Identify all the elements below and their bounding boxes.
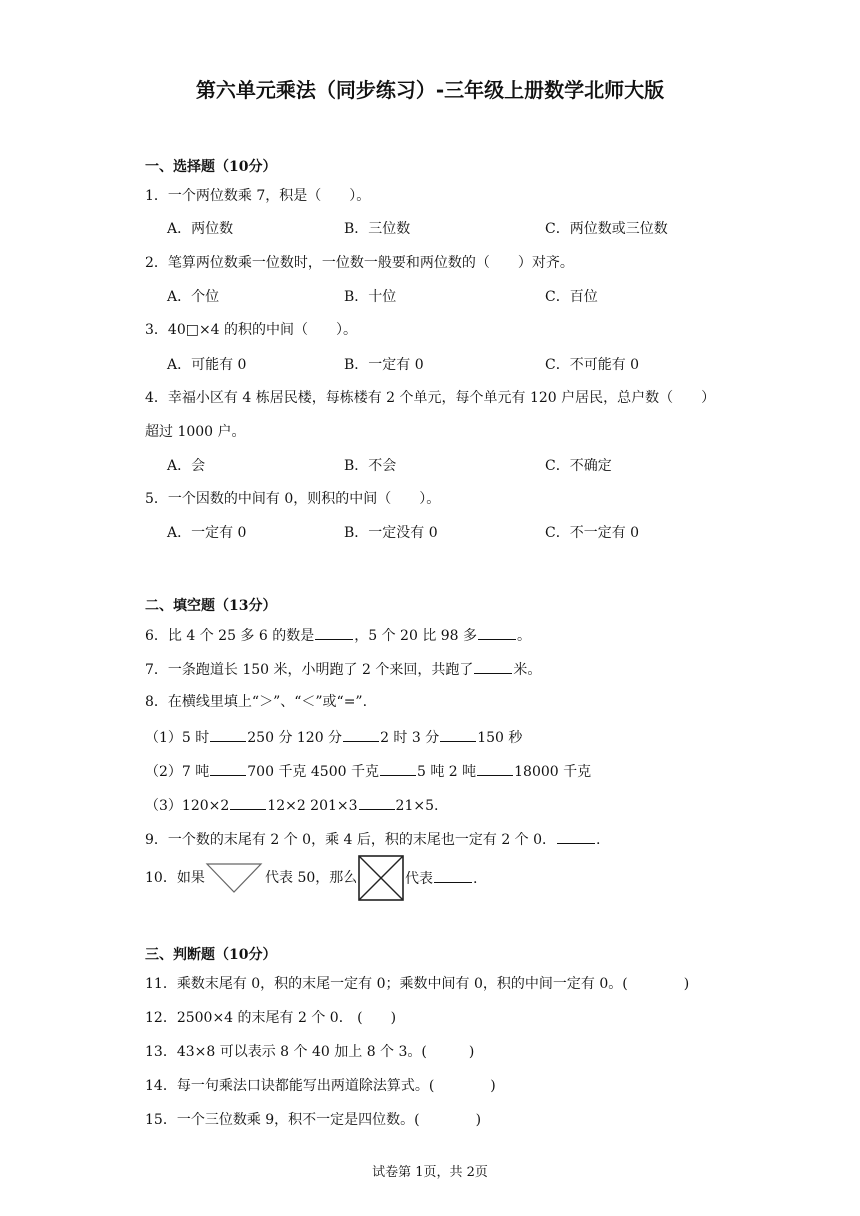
answer-blank[interactable] [434,869,472,883]
answer-blank[interactable] [230,796,266,810]
answer-blank[interactable] [557,830,595,844]
question-10-prefix: 10．如果 [145,870,205,886]
q1-option-c: C．两位数或三位数 [545,221,668,237]
answer-blank[interactable] [440,728,476,742]
question-8-1: （1）5 时 250 分 120 分 2 时 3 分 150 秒 [145,730,523,746]
answer-blank[interactable] [359,796,395,810]
answer-blank[interactable] [315,626,353,640]
answer-blank[interactable] [474,660,512,674]
question-8-2: （2）7 吨 700 千克 4500 千克 5 吨 2 吨 18000 千克 [145,764,592,780]
inverted-triangle-figure [205,862,263,894]
q4-option-c: C．不确定 [545,458,612,474]
question-9: 9．一个数的末尾有 2 个 0，乘 4 后，积的末尾也一定有 2 个 0． . [145,832,601,848]
question-11: 11．乘数末尾有 0，积的末尾一定有 0；乘数中间有 0，积的中间一定有 0。( ) [145,976,690,992]
question-3: 3．40□×4 的积的中间（ ）。 [145,322,358,338]
q5-option-b: B．一定没有 0 [344,525,438,541]
question-4-cont: 超过 1000 户。 [145,424,246,440]
crossed-square-figure [358,855,404,901]
q2-option-a: A．个位 [167,289,220,305]
question-4: 4．幸福小区有 4 栋居民楼，每栋楼有 2 个单元，每个单元有 120 户居民，总户数（ ） [145,390,716,406]
question-8: 8．在横线里填上“＞”、“＜”或“=”. [145,694,368,710]
question-1: 1．一个两位数乘 7，积是（ ）。 [145,188,371,204]
answer-blank[interactable] [210,728,246,742]
question-13: 13．43×8 可以表示 8 个 40 加上 8 个 3。( ) [145,1044,475,1060]
section-heading-judge: 三、判断题（10分） [145,947,277,963]
q4-option-a: A．会 [167,458,206,474]
question-10-suffix: 代表 . [405,871,478,887]
q1-option-b: B．三位数 [344,221,411,237]
q3-option-c: C．不可能有 0 [545,357,640,373]
page-title: 第六单元乘法（同步练习）-三年级上册数学北师大版 [195,78,665,102]
q4-option-b: B．不会 [344,458,397,474]
question-15: 15．一个三位数乘 9，积不一定是四位数。( ) [145,1112,482,1128]
answer-blank[interactable] [210,762,246,776]
q2-option-c: C．百位 [545,289,598,305]
answer-blank[interactable] [343,728,379,742]
question-12: 12．2500×4 的末尾有 2 个 0． ( ) [145,1010,397,1026]
q2-option-b: B．十位 [344,289,397,305]
answer-blank[interactable] [477,762,513,776]
q3-option-b: B．一定有 0 [344,357,424,373]
section-heading-choice: 一、选择题（10分） [145,159,277,175]
question-2: 2．笔算两位数乘一位数时，一位数一般要和两位数的（ ）对齐。 [145,255,574,271]
answer-blank[interactable] [478,626,516,640]
question-6: 6．比 4 个 25 多 6 的数是 ，5 个 20 比 98 多 。 [145,628,532,644]
question-5: 5．一个因数的中间有 0，则积的中间（ ）。 [145,491,441,507]
section-heading-fill: 二、填空题（13分） [145,598,277,614]
answer-blank[interactable] [380,762,416,776]
q1-option-a: A．两位数 [167,221,234,237]
question-7: 7．一条跑道长 150 米，小明跑了 2 个来回，共跑了 米。 [145,662,542,678]
question-10-middle: 代表 50，那么 [265,870,358,886]
q5-option-c: C．不一定有 0 [545,525,640,541]
q5-option-a: A．一定有 0 [167,525,247,541]
question-14: 14．每一句乘法口诀都能写出两道除法算式。( ) [145,1078,496,1094]
page-footer: 试卷第 1页，共 2页 [372,1165,488,1180]
q3-option-a: A．可能有 0 [167,357,247,373]
question-8-3: （3）120×2 12×2 201×3 21×5. [145,798,439,814]
